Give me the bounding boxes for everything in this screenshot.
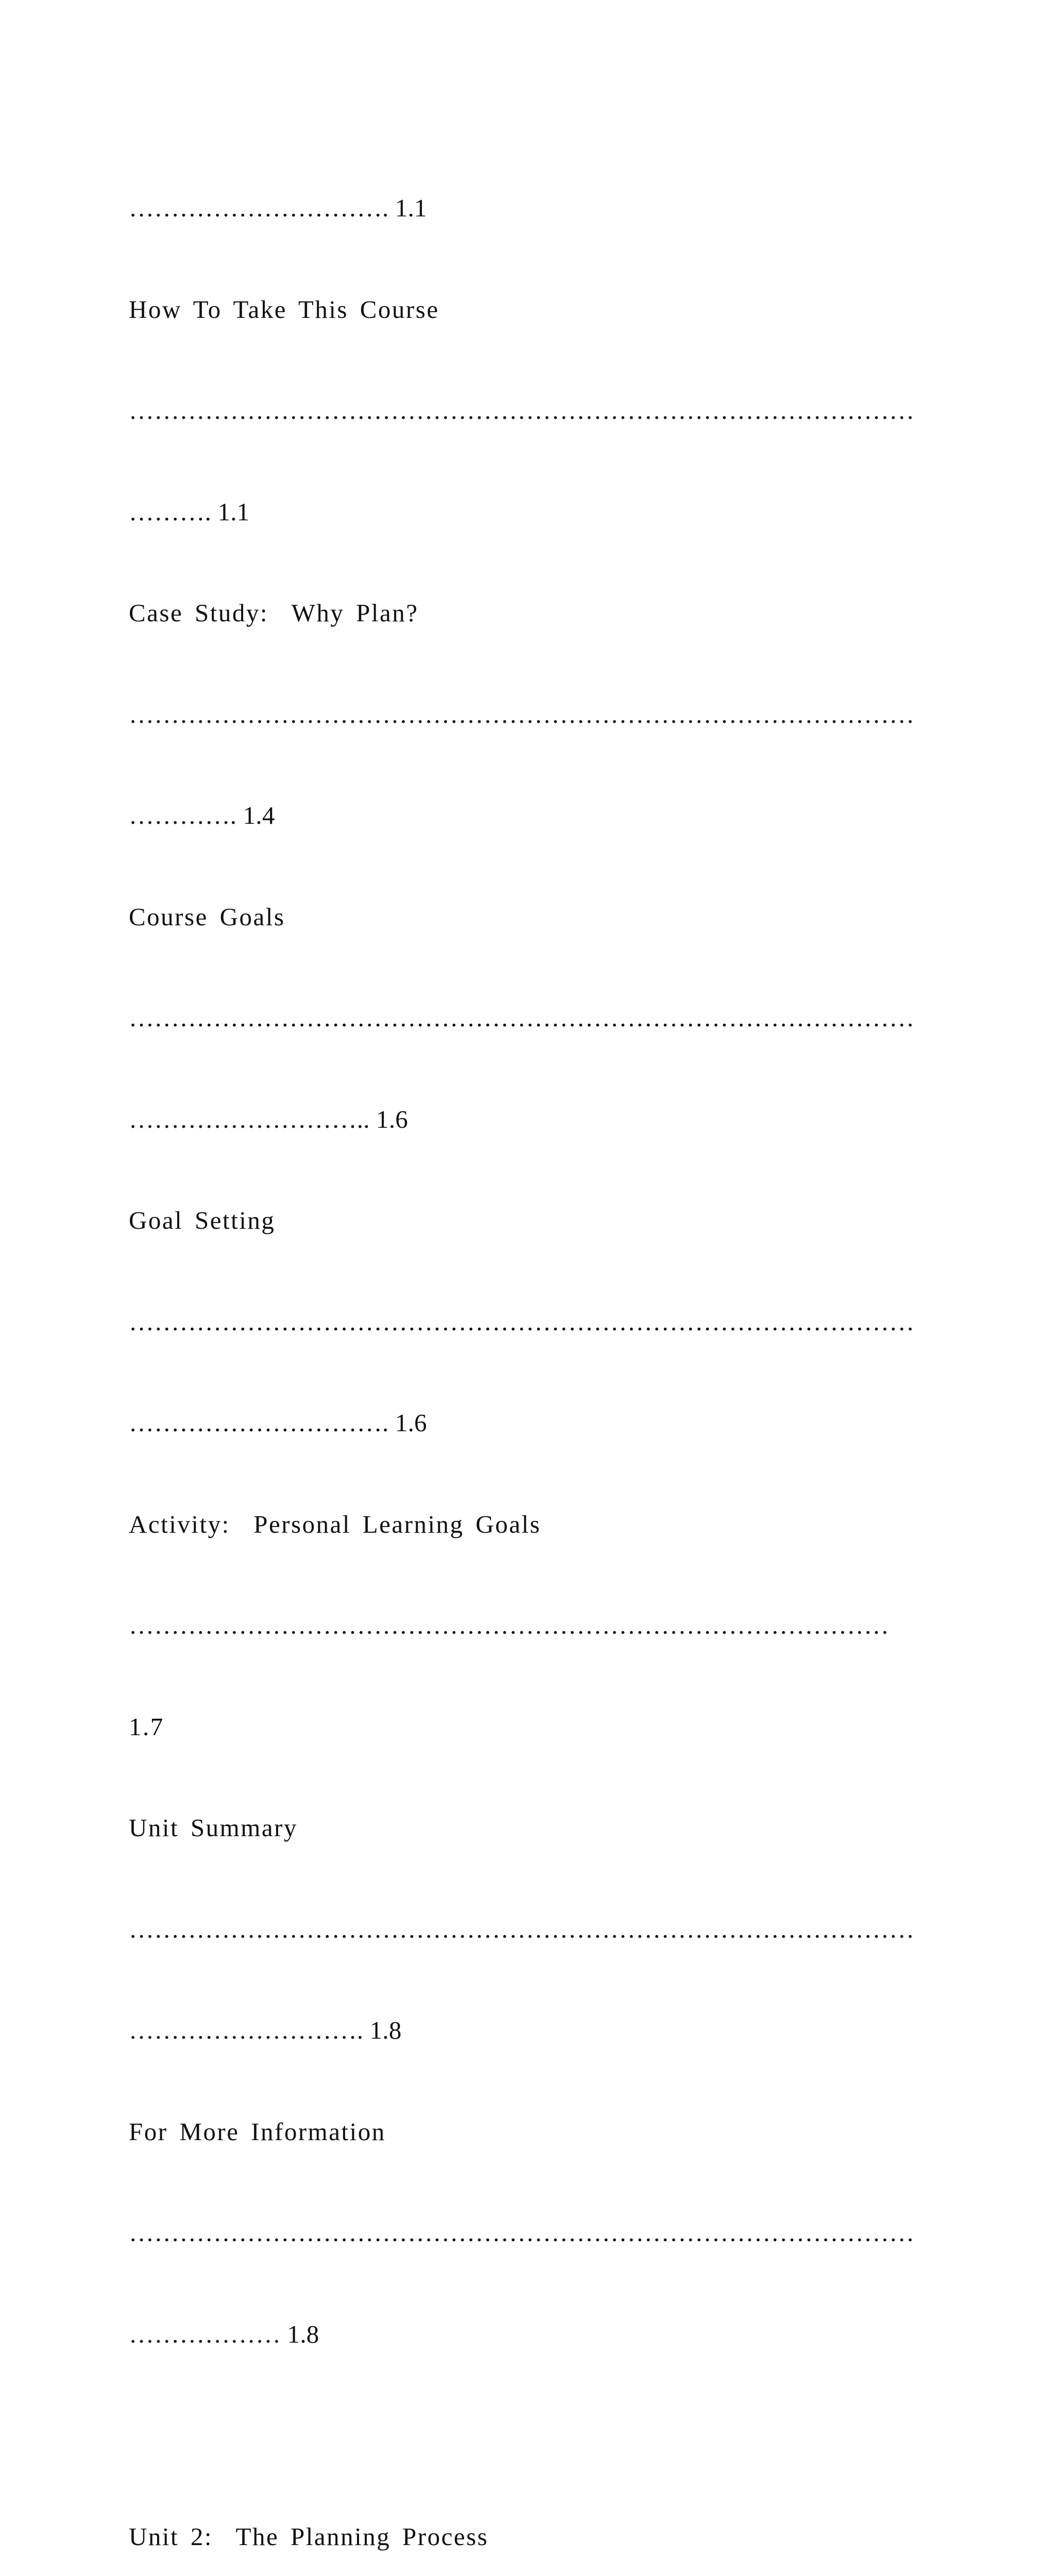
toc-page-number-line: …………………………. 1.6 <box>129 1409 427 1437</box>
toc-page-number-line: 1.7 <box>129 1712 164 1741</box>
toc-page-number-line: ………. 1.1 <box>129 497 250 526</box>
toc-entry-title: How To Take This Course <box>129 295 439 324</box>
toc-leader-line: ………………………………………………………………………………… <box>129 2218 915 2247</box>
toc-leader-line: ………………………………………………………………………………… <box>129 1914 915 1943</box>
toc-entry-title: Course Goals <box>129 902 285 931</box>
toc-entry-title: For More Information <box>129 2117 386 2146</box>
toc-leader-line: ………………………………………………………………………………… <box>129 700 915 728</box>
toc-page-number-line: ………………………. 1.8 <box>129 2016 402 2044</box>
toc-entry-title: Goal Setting <box>129 1206 276 1234</box>
toc-leader-line: ………………………………………………………………………………… <box>129 1307 915 1336</box>
blank-line <box>129 2418 932 2452</box>
table-of-contents <box>129 124 932 2576</box>
toc-page-number-line: ……………………….. 1.6 <box>129 1105 408 1133</box>
toc-leader-line: ………………………………………………………………………………… <box>129 1004 915 1032</box>
toc-leader-line: ………………………………………………………………………………… <box>129 396 915 425</box>
toc-leader-line: …………………………. 1.1 <box>129 194 427 222</box>
unit-heading: Unit 2: The Planning Process <box>129 2522 489 2551</box>
toc-entry-title: Unit Summary <box>129 1814 298 1842</box>
toc-page-number-line: ……………… 1.8 <box>129 2319 319 2348</box>
toc-page-number-line: …………. 1.4 <box>129 801 275 829</box>
toc-entry-title: Case Study: Why Plan? <box>129 599 419 627</box>
toc-leader-line: ……………………………………………………………………………… <box>129 1611 889 1639</box>
toc-entry-title: Activity: Personal Learning Goals <box>129 1510 541 1538</box>
